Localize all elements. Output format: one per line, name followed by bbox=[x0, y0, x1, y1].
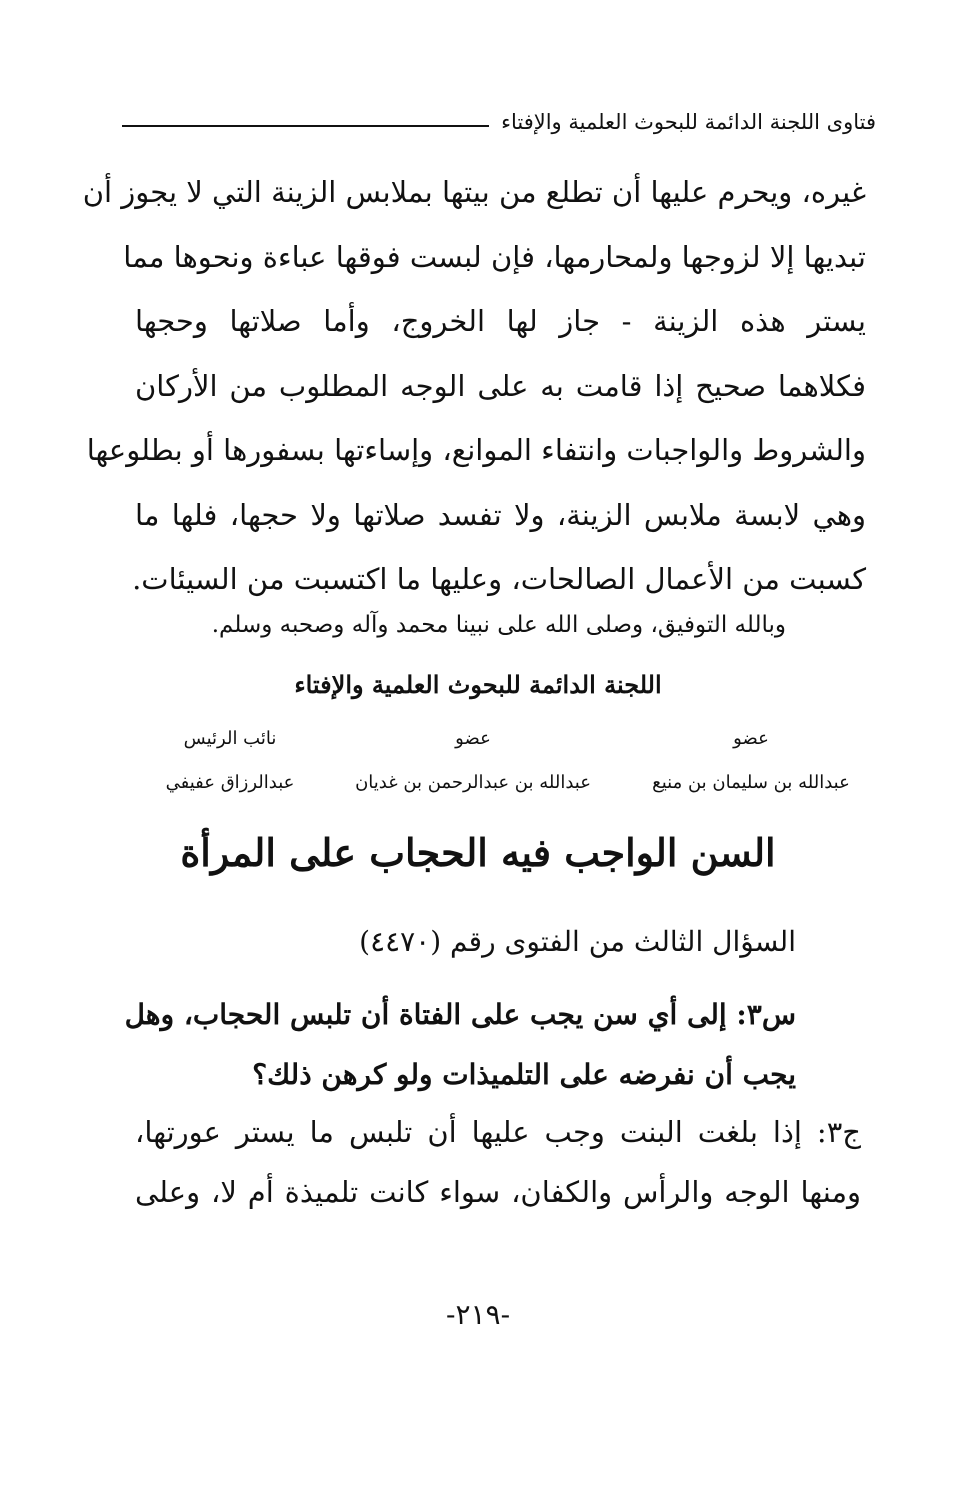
answer-text bbox=[135, 1102, 861, 1222]
signature-names bbox=[160, 772, 856, 793]
signature-roles bbox=[160, 728, 856, 749]
signature-role: نائب الرئيس bbox=[183, 728, 277, 749]
body-line: والشروط والواجبات وانتفاء الموانع، وإساءتها بسفورها أو بطلوعها bbox=[86, 433, 866, 467]
signature-role: عضو bbox=[733, 728, 769, 749]
signature-role: عضو bbox=[455, 728, 491, 749]
answer-line: ومنها الوجه والرأس والكفان، سواء كانت تلميذة أم لا، وعلى bbox=[135, 1175, 861, 1209]
question-text bbox=[124, 985, 796, 1105]
answer-line: ج٣: إذا بلغت البنت وجب عليها أن تلبس ما يستر عورتها، bbox=[135, 1115, 861, 1149]
body-line: غيره، ويحرم عليها أن تطلع من بيتها بملابس الزينة التي لا يجوز أن bbox=[82, 175, 866, 209]
body-line: فكلاهما صحيح إذا قامت به على الوجه المطلوب من الأركان bbox=[135, 368, 866, 403]
question-reference: السؤال الثالث من الفتوى رقم (٤٤٧٠) bbox=[359, 925, 796, 958]
signature-name: عبدالله بن سليمان بن منيع bbox=[652, 772, 850, 793]
page-number: -٢١٩- bbox=[445, 1298, 511, 1331]
signature-name: عبدالله بن عبدالرحمن بن غديان bbox=[355, 772, 591, 793]
body-line: وهي لابسة ملابس الزينة، ولا تفسد صلاتها ولا حجها، فلها ما bbox=[135, 497, 866, 532]
running-header bbox=[122, 100, 876, 144]
body-line: كسبت من الأعمال الصالحات، وعليها ما اكتسبت من السيئات. bbox=[132, 562, 866, 596]
signature-name: عبدالرزاق عفيفي bbox=[165, 772, 295, 793]
header-rule bbox=[122, 125, 489, 127]
header-title: فتاوى اللجنة الدائمة للبحوث العلمية والإفتاء bbox=[501, 110, 876, 134]
question-line: س٣: إلى أي سن يجب على الفتاة أن تلبس الحجاب، وهل bbox=[124, 998, 796, 1031]
body-paragraph bbox=[82, 160, 866, 612]
closing-line: وبالله التوفيق، وصلى الله على نبينا محمد وآله وصحبه وسلم. bbox=[211, 612, 786, 638]
section-title: السن الواجب فيه الحجاب على المرأة bbox=[180, 830, 776, 875]
question-line: يجب أن نفرضه على التلميذات ولو كرهن ذلك؟ bbox=[252, 1058, 796, 1091]
body-line: يستر هذه الزينة - جاز لها الخروج، وأما صلاتها وحجها bbox=[135, 304, 866, 338]
committee-name: اللجنة الدائمة للبحوث العلمية والإفتاء bbox=[294, 670, 662, 699]
body-line: تبديها إلا لزوجها ولمحارمها، فإن لبست فوقها عباءة ونحوها مما bbox=[123, 239, 866, 274]
